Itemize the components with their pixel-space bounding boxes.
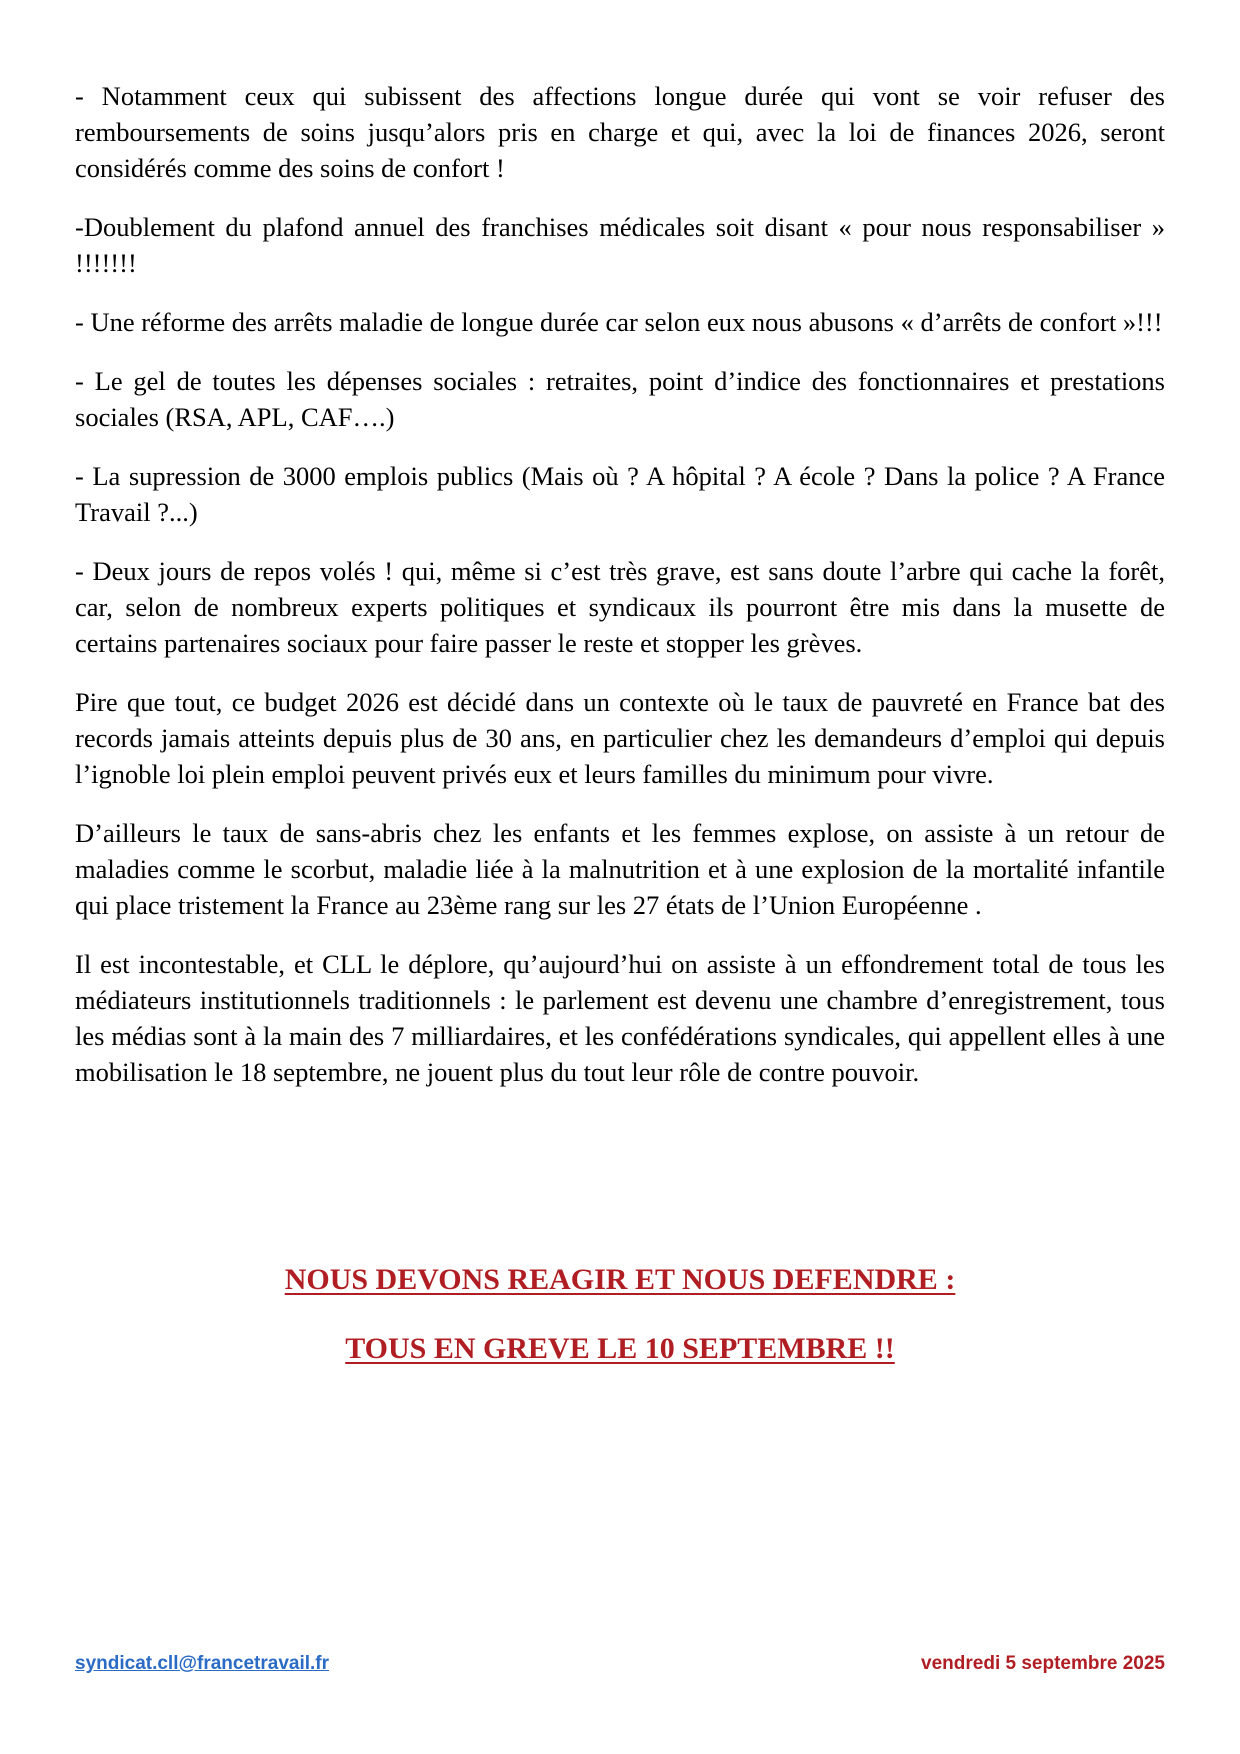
callout-strike-call: TOUS EN GREVE LE 10 SEPTEMBRE !! [345,1332,895,1365]
paragraph-ald: - Notamment ceux qui subissent des affections longue durée qui vont se voir refuser des remboursements de soins jusqu’alors pris en charge et qui, avec la loi de finances 2026, seront considérés comme des soins de confort ! [75,81,1165,183]
paragraph-franchises: -Doublement du plafond annuel des franchises médicales soit disant « pour nous responsabiliser » !!!!!!! [75,212,1165,278]
paragraph-mediateurs: Il est incontestable, et CLL le déplore, qu’aujourd’hui on assiste à un effondrement total de tous les médiateurs institutionnels traditionnels : le parlement est devenu une chambre d’enregistrement, tous les médias sont à la main des 7 milliardaires, et les confédérations syndicales, qui appellent elles à une mobilisation le 18 septembre, ne jouent plus du tout leur rôle de contre pouvoir. [75,949,1165,1087]
callout-heading: NOUS DEVONS REAGIR ET NOUS DEFENDRE : [284,1263,956,1296]
footer-email-link[interactable]: syndicat.cll@francetravail.fr [75,1653,330,1674]
paragraph-pauvrete: Pire que tout, ce budget 2026 est décidé dans un contexte où le taux de pauvreté en France bat des records jamais atteints depuis plus de 30 ans, en particulier chez les demandeurs d’emploi qui depuis l’ignoble loi plein emploi peuvent privés eux et leurs familles du minimum pour vivre. [75,687,1165,789]
footer-date: vendredi 5 septembre 2025 [921,1653,1165,1674]
paragraph-gel-depenses: - Le gel de toutes les dépenses sociales : retraites, point d’indice des fonctionnaires et prestations sociales (RSA, APL, CAF….) [75,366,1165,432]
paragraph-arrets-maladie: - Une réforme des arrêts maladie de longue durée car selon eux nous abusons « d’arrêts de confort »!!! [75,307,1163,337]
paragraph-jours-repos: - Deux jours de repos volés ! qui, même si c’est très grave, est sans doute l’arbre qui cache la forêt, car, selon de nombreux experts politiques et syndicaux ils pourront être mis dans la musette de certains partenaires sociaux pour faire passer le reste et stopper les grèves. [75,556,1165,658]
paragraph-sans-abris: D’ailleurs le taux de sans-abris chez les enfants et les femmes explose, on assiste à un retour de maladies comme le scorbut, maladie liée à la malnutrition et à une explosion de la mortalité infantile qui place tristement la France au 23ème rang sur les 27 états de l’Union Européenne . [75,818,1165,920]
body-text [75,78,1165,1113]
paragraph-suppression-emplois: - La supression de 3000 emplois publics (Mais où ? A hôpital ? A école ? Dans la police ? A France Travail ?...) [75,461,1165,527]
